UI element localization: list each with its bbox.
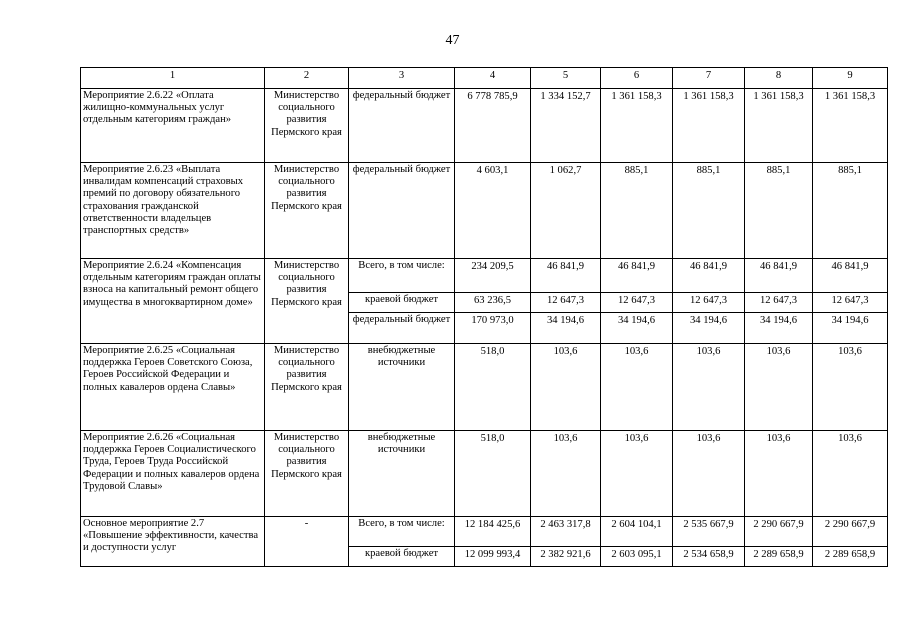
value-cell: 4 603,1 (455, 163, 531, 259)
executor-cell: Министерство социального развития Пермского края (265, 344, 349, 431)
measure-cell: Мероприятие 2.6.22 «Оплата жилищно-коммунальных услуг отдельным категориям граждан» (81, 89, 265, 163)
value-cell: 103,6 (531, 344, 601, 431)
value-cell: 103,6 (813, 344, 888, 431)
value-cell: 1 361 158,3 (745, 89, 813, 163)
value-cell: 12 647,3 (531, 293, 601, 313)
value-cell: 46 841,9 (601, 259, 673, 293)
source-cell: краевой бюджет (349, 547, 455, 567)
value-cell: 885,1 (745, 163, 813, 259)
header-cell: 9 (813, 68, 888, 89)
table-body (81, 68, 888, 567)
header-row (81, 68, 888, 89)
header-cell: 5 (531, 68, 601, 89)
value-cell: 46 841,9 (531, 259, 601, 293)
value-cell: 2 382 921,6 (531, 547, 601, 567)
value-cell: 103,6 (745, 431, 813, 517)
page-number: 47 (445, 33, 460, 48)
value-cell: 234 209,5 (455, 259, 531, 293)
table-row (81, 344, 888, 431)
header-cell: 1 (81, 68, 265, 89)
header-cell: 8 (745, 68, 813, 89)
executor-cell: Министерство социального развития Пермского края (265, 89, 349, 163)
source-cell: Всего, в том числе: (349, 517, 455, 547)
value-cell: 34 194,6 (601, 313, 673, 344)
value-cell: 103,6 (745, 344, 813, 431)
header-cell: 2 (265, 68, 349, 89)
value-cell: 885,1 (601, 163, 673, 259)
header-cell: 3 (349, 68, 455, 89)
measure-cell: Мероприятие 2.6.24 «Компенсация отдельным категориям граждан оплаты взноса на капитальный ремонт общего имущества в многоквартирном доме» (81, 259, 265, 344)
source-cell: федеральный бюджет (349, 89, 455, 163)
value-cell: 885,1 (813, 163, 888, 259)
value-cell: 2 463 317,8 (531, 517, 601, 547)
table-row (81, 431, 888, 517)
executor-cell: Министерство социального развития Пермского края (265, 431, 349, 517)
value-cell: 2 289 658,9 (745, 547, 813, 567)
value-cell: 103,6 (601, 431, 673, 517)
value-cell: 2 534 658,9 (673, 547, 745, 567)
value-cell: 34 194,6 (813, 313, 888, 344)
measure-cell: Мероприятие 2.6.26 «Социальная поддержка Героев Социалистического Труда, Героев Труда Российской Федерации и полных кавалеров ордена Трудовой Славы» (81, 431, 265, 517)
table-row (81, 89, 888, 163)
source-cell: внебюджетные источники (349, 344, 455, 431)
source-cell: федеральный бюджет (349, 163, 455, 259)
table-row (81, 259, 888, 293)
value-cell: 12 647,3 (745, 293, 813, 313)
value-cell: 46 841,9 (813, 259, 888, 293)
value-cell: 12 647,3 (601, 293, 673, 313)
measure-cell: Мероприятие 2.6.23 «Выплата инвалидам компенсаций страховых премий по договору обязательного страхования гражданской ответственности владельцев транспортных средств» (81, 163, 265, 259)
value-cell: 12 647,3 (813, 293, 888, 313)
value-cell: 1 334 152,7 (531, 89, 601, 163)
source-cell: Всего, в том числе: (349, 259, 455, 293)
value-cell: 2 535 667,9 (673, 517, 745, 547)
table-row (81, 163, 888, 259)
value-cell: 34 194,6 (531, 313, 601, 344)
measure-cell: Мероприятие 2.6.25 «Социальная поддержка Героев Советского Союза, Героев Российской Федерации и полных кавалеров ордена Славы» (81, 344, 265, 431)
value-cell: 103,6 (601, 344, 673, 431)
value-cell: 103,6 (531, 431, 601, 517)
value-cell: 103,6 (813, 431, 888, 517)
value-cell: 1 361 158,3 (673, 89, 745, 163)
executor-cell: - (265, 517, 349, 567)
source-cell: федеральный бюджет (349, 313, 455, 344)
budget-table (80, 67, 888, 567)
value-cell: 63 236,5 (455, 293, 531, 313)
value-cell: 1 062,7 (531, 163, 601, 259)
source-cell: внебюджетные источники (349, 431, 455, 517)
value-cell: 6 778 785,9 (455, 89, 531, 163)
value-cell: 34 194,6 (673, 313, 745, 344)
measure-cell: Основное мероприятие 2.7 «Повышение эффективности, качества и доступности услуг (81, 517, 265, 567)
value-cell: 2 290 667,9 (745, 517, 813, 547)
executor-cell: Министерство социального развития Пермского края (265, 163, 349, 259)
table-row (81, 517, 888, 547)
value-cell: 2 289 658,9 (813, 547, 888, 567)
header-cell: 7 (673, 68, 745, 89)
executor-cell: Министерство социального развития Пермского края (265, 259, 349, 344)
value-cell: 34 194,6 (745, 313, 813, 344)
value-cell: 2 604 104,1 (601, 517, 673, 547)
value-cell: 2 603 095,1 (601, 547, 673, 567)
value-cell: 1 361 158,3 (813, 89, 888, 163)
value-cell: 885,1 (673, 163, 745, 259)
header-cell: 4 (455, 68, 531, 89)
value-cell: 12 099 993,4 (455, 547, 531, 567)
value-cell: 170 973,0 (455, 313, 531, 344)
value-cell: 103,6 (673, 344, 745, 431)
value-cell: 2 290 667,9 (813, 517, 888, 547)
value-cell: 1 361 158,3 (601, 89, 673, 163)
value-cell: 12 647,3 (673, 293, 745, 313)
source-cell: краевой бюджет (349, 293, 455, 313)
value-cell: 518,0 (455, 344, 531, 431)
header-cell: 6 (601, 68, 673, 89)
value-cell: 46 841,9 (673, 259, 745, 293)
value-cell: 12 184 425,6 (455, 517, 531, 547)
value-cell: 103,6 (673, 431, 745, 517)
value-cell: 518,0 (455, 431, 531, 517)
value-cell: 46 841,9 (745, 259, 813, 293)
